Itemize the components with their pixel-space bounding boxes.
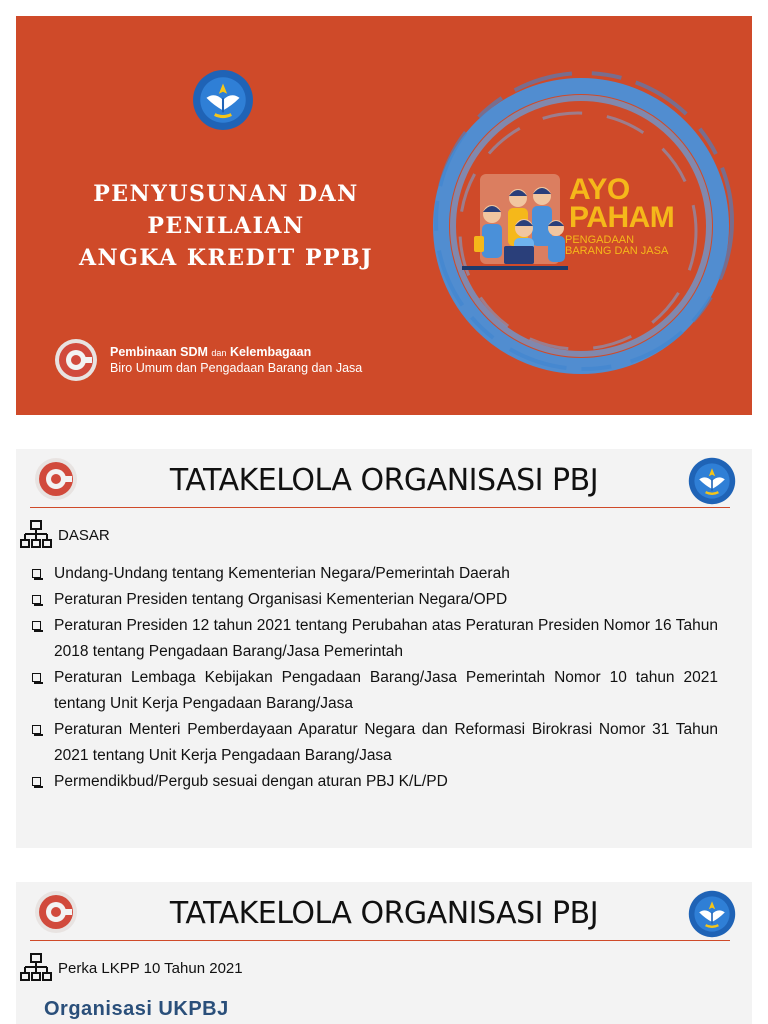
brand-text-b: dan xyxy=(211,348,227,358)
ayo-sub-line1: PENGADAAN xyxy=(565,234,635,246)
title-divider xyxy=(30,507,730,508)
brand-logo xyxy=(34,457,78,501)
brand-text xyxy=(110,345,362,376)
section-heading xyxy=(20,520,110,550)
list-item-text: Undang-Undang tentang Kementerian Negara/Pemerintah Daerah xyxy=(54,565,510,582)
list-item-text: Peraturan Presiden 12 tahun 2021 tentang Perubahan atas Peraturan Presiden Nomor 16 Tahun 2018 tentang Pengadaan Barang/Jasa Pemerintah xyxy=(54,617,718,660)
list-item xyxy=(32,717,718,769)
list-item xyxy=(32,561,718,587)
tut-wuri-handayani-logo xyxy=(688,890,736,938)
checkbox-bullet-icon xyxy=(32,725,41,734)
ayo-line1: AYO xyxy=(569,173,630,206)
checkbox-bullet-icon xyxy=(32,569,41,578)
tatakelola-slide-dasar xyxy=(16,449,752,848)
tatakelola-slide-perka xyxy=(16,882,752,1024)
org-chart-icon xyxy=(20,953,52,983)
brand-subtext: Biro Umum dan Pengadaan Barang dan Jasa xyxy=(110,361,363,375)
tut-wuri-handayani-logo xyxy=(192,69,254,131)
org-chart-icon xyxy=(20,520,52,550)
brand-logo xyxy=(54,338,98,382)
slide-title: TATAKELOLA ORGANISASI PBJ xyxy=(169,463,599,498)
ayo-paham-heading xyxy=(569,173,675,234)
list-item xyxy=(32,665,718,717)
brand-text-a: Pembinaan SDM xyxy=(110,345,208,359)
cover-slide xyxy=(16,16,752,415)
checkbox-bullet-icon xyxy=(32,673,41,682)
brand-text-c: Kelembagaan xyxy=(229,345,312,359)
section-heading xyxy=(20,953,243,983)
cover-title-line2: ANGKA KREDIT PPBJ xyxy=(78,245,374,271)
ayo-sub-line2: BARANG DAN JASA xyxy=(565,245,669,257)
ayo-paham-subtitle xyxy=(565,235,668,257)
slide-title: TATAKELOLA ORGANISASI PBJ xyxy=(169,896,599,931)
list-item xyxy=(32,587,718,613)
checkbox-bullet-icon xyxy=(32,777,41,786)
tut-wuri-handayani-logo xyxy=(688,457,736,505)
checkbox-bullet-icon xyxy=(32,621,41,630)
cover-title xyxy=(16,178,436,274)
checkbox-bullet-icon xyxy=(32,595,41,604)
list-item xyxy=(32,769,718,795)
legal-basis-list xyxy=(32,561,718,795)
list-item-text: Peraturan Presiden tentang Organisasi Kementerian Negara/OPD xyxy=(54,591,508,608)
list-item-text: Peraturan Menteri Pemberdayaan Aparatur Negara dan Reformasi Birokrasi Nomor 31 Tahun 2021 tentang Unit Kerja Pengadaan Barang/Jasa xyxy=(54,721,718,764)
students-illustration xyxy=(452,166,572,276)
list-item-text: Permendikbud/Pergub sesuai dengan aturan PBJ K/L/PD xyxy=(54,773,448,790)
title-divider xyxy=(30,940,730,941)
section-heading-label: Perka LKPP 10 Tahun 2021 xyxy=(58,959,243,977)
brand-logo xyxy=(34,890,78,934)
section-heading-label: DASAR xyxy=(58,526,110,544)
organisasi-heading: Organisasi UKPBJ xyxy=(44,998,229,1020)
ayo-line2: PAHAM xyxy=(569,201,675,234)
list-item-text: Peraturan Lembaga Kebijakan Pengadaan Barang/Jasa Pemerintah Nomor 10 tahun 2021 tentang Unit Kerja Pengadaan Barang/Jasa xyxy=(54,669,718,712)
cover-title-line1: PENYUSUNAN DAN PENILAIAN xyxy=(93,181,359,239)
list-item xyxy=(32,613,718,665)
